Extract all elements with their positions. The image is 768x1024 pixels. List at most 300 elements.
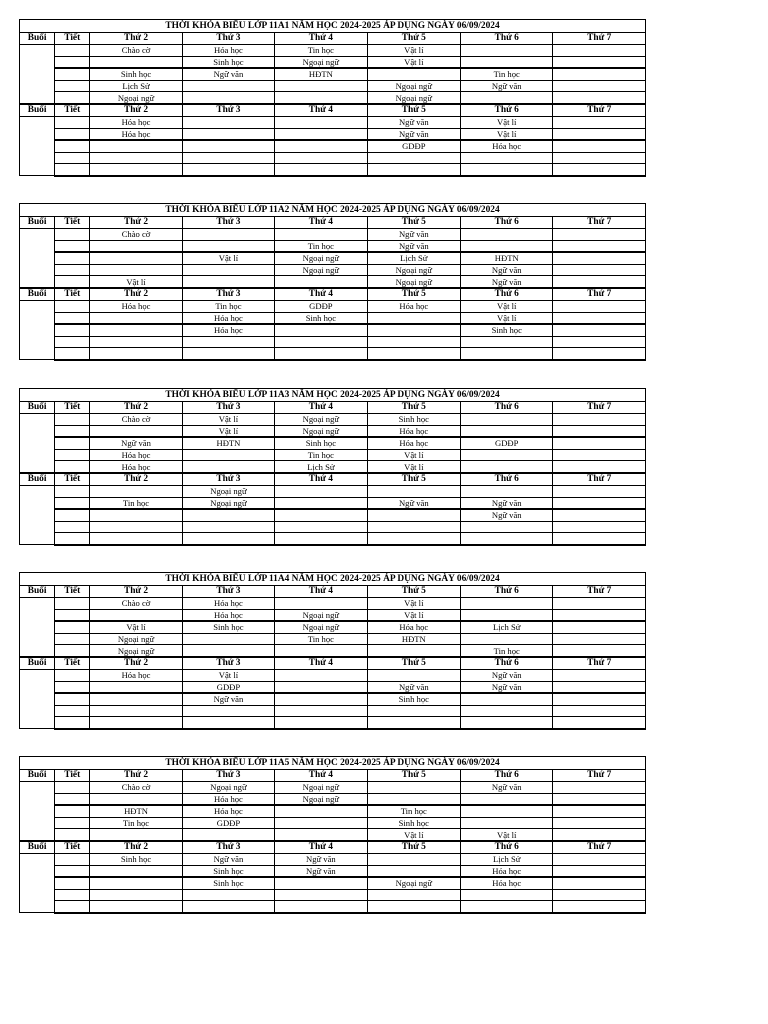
subject-cell: Ngữ văn [461, 497, 553, 509]
subject-cell [553, 449, 646, 461]
period-number-cell [55, 252, 90, 264]
subject-cell: Vật lí [90, 276, 182, 288]
subject-cell: Ngữ văn [367, 240, 460, 252]
subject-cell: Ngoại ngữ [182, 782, 274, 794]
period-number-cell [55, 300, 90, 312]
header-day: Thứ 4 [275, 657, 367, 670]
subject-cell: Ngoại ngữ [90, 92, 182, 104]
period-row [20, 461, 646, 473]
subject-cell [461, 633, 553, 645]
timetable-title: THỜI KHÓA BIỂU LỚP 11A5 NĂM HỌC 2024-2025 ÁP DỤNG NGÀY 06/09/2024 [20, 757, 646, 770]
subject-cell: Vật lí [182, 252, 274, 264]
subject-cell [275, 877, 367, 889]
header-tiet: Tiết [55, 33, 90, 45]
header-day: Thứ 3 [182, 473, 274, 486]
subject-cell [461, 152, 553, 164]
period-row [20, 645, 646, 657]
header-day: Thứ 2 [90, 586, 182, 598]
subject-cell: HĐTN [182, 437, 274, 449]
subject-cell [553, 598, 646, 610]
period-row [20, 240, 646, 252]
period-row [20, 485, 646, 497]
subject-cell [275, 533, 367, 545]
subject-cell [275, 681, 367, 693]
subject-cell [461, 425, 553, 437]
timetable-title: THỜI KHÓA BIỂU LỚP 11A3 NĂM HỌC 2024-2025 ÁP DỤNG NGÀY 06/09/2024 [20, 389, 646, 402]
subject-cell: Vật lí [367, 45, 460, 57]
subject-cell [367, 717, 460, 729]
header-day: Thứ 7 [553, 33, 646, 45]
header-day: Thứ 2 [90, 217, 182, 229]
header-day: Thứ 7 [553, 473, 646, 486]
subject-cell: Ngữ văn [90, 437, 182, 449]
session-cell [20, 229, 55, 288]
period-number-cell [55, 705, 90, 717]
header-day: Thứ 4 [275, 33, 367, 45]
subject-cell: Hóa học [461, 865, 553, 877]
period-row [20, 782, 646, 794]
subject-cell: Ngoại ngữ [275, 414, 367, 426]
period-number-cell [55, 793, 90, 805]
period-row [20, 414, 646, 426]
subject-cell: GDĐP [461, 437, 553, 449]
subject-cell [367, 164, 460, 176]
period-row [20, 669, 646, 681]
subject-cell [182, 533, 274, 545]
header-tiet: Tiết [55, 770, 90, 782]
period-number-cell [55, 348, 90, 360]
subject-cell [182, 80, 274, 92]
subject-cell [182, 705, 274, 717]
period-number-cell [55, 485, 90, 497]
subject-cell [553, 782, 646, 794]
header-day: Thứ 4 [275, 402, 367, 414]
period-row [20, 116, 646, 128]
subject-cell [90, 521, 182, 533]
period-row [20, 865, 646, 877]
period-row [20, 521, 646, 533]
subject-cell [461, 56, 553, 68]
subject-cell [461, 693, 553, 705]
period-number-cell [55, 68, 90, 80]
header-buoi: Buổi [20, 770, 55, 782]
period-number-cell [55, 45, 90, 57]
header-buoi: Buổi [20, 217, 55, 229]
subject-cell [182, 264, 274, 276]
subject-cell [553, 276, 646, 288]
period-row [20, 901, 646, 913]
period-row [20, 68, 646, 80]
subject-cell: Ngữ văn [461, 80, 553, 92]
period-row [20, 817, 646, 829]
subject-cell: Vật lí [367, 829, 460, 841]
subject-cell: Hóa học [461, 140, 553, 152]
period-number-cell [55, 128, 90, 140]
header-day: Thứ 6 [461, 657, 553, 670]
subject-cell: Sinh học [367, 693, 460, 705]
subject-cell: Ngữ văn [367, 116, 460, 128]
period-number-cell [55, 497, 90, 509]
subject-cell [461, 414, 553, 426]
subject-cell: Ngữ văn [182, 853, 274, 865]
subject-cell: Hóa học [90, 128, 182, 140]
subject-cell: Ngữ văn [461, 669, 553, 681]
subject-cell: Ngoại ngữ [275, 56, 367, 68]
subject-cell: Ngoại ngữ [182, 485, 274, 497]
header-day: Thứ 5 [367, 586, 460, 598]
subject-cell [90, 509, 182, 521]
period-number-cell [55, 645, 90, 657]
header-day: Thứ 5 [367, 402, 460, 414]
header-buoi: Buổi [20, 288, 55, 301]
header-tiet: Tiết [55, 841, 90, 854]
subject-cell: GDĐP [275, 300, 367, 312]
header-day: Thứ 6 [461, 33, 553, 45]
header-row [20, 104, 646, 117]
subject-cell [367, 533, 460, 545]
subject-cell: GDĐP [182, 817, 274, 829]
header-day: Thứ 3 [182, 402, 274, 414]
period-number-cell [55, 521, 90, 533]
title-row [20, 573, 646, 586]
header-day: Thứ 3 [182, 288, 274, 301]
period-row [20, 449, 646, 461]
period-number-cell [55, 817, 90, 829]
subject-cell: Ngữ văn [461, 264, 553, 276]
header-day: Thứ 7 [553, 841, 646, 854]
subject-cell [90, 533, 182, 545]
subject-cell [367, 312, 460, 324]
period-number-cell [55, 853, 90, 865]
subject-cell: Vật lí [367, 449, 460, 461]
subject-cell [275, 717, 367, 729]
subject-cell [461, 705, 553, 717]
header-row [20, 402, 646, 414]
header-row [20, 473, 646, 486]
period-row [20, 92, 646, 104]
subject-cell: Ngoại ngữ [275, 252, 367, 264]
subject-cell: Vật lí [367, 56, 460, 68]
subject-cell: Ngữ văn [461, 276, 553, 288]
header-day: Thứ 5 [367, 770, 460, 782]
subject-cell [461, 92, 553, 104]
period-row [20, 312, 646, 324]
title-row [20, 20, 646, 33]
subject-cell [461, 229, 553, 241]
subject-cell: Hóa học [367, 300, 460, 312]
header-day: Thứ 2 [90, 104, 182, 117]
subject-cell [367, 324, 460, 336]
subject-cell [275, 805, 367, 817]
subject-cell: Sinh học [367, 414, 460, 426]
period-row [20, 348, 646, 360]
subject-cell [367, 68, 460, 80]
header-row [20, 657, 646, 670]
subject-cell [275, 336, 367, 348]
subject-cell: Lịch Sử [275, 461, 367, 473]
subject-cell: Ngoại ngữ [182, 497, 274, 509]
subject-cell: Tin học [275, 240, 367, 252]
header-tiet: Tiết [55, 402, 90, 414]
subject-cell [461, 164, 553, 176]
timetable-title: THỜI KHÓA BIỂU LỚP 11A2 NĂM HỌC 2024-2025 ÁP DỤNG NGÀY 06/09/2024 [20, 204, 646, 217]
subject-cell [275, 276, 367, 288]
subject-cell [367, 901, 460, 913]
subject-cell: Sinh học [182, 56, 274, 68]
header-tiet: Tiết [55, 288, 90, 301]
subject-cell [553, 56, 646, 68]
subject-cell [553, 324, 646, 336]
period-row [20, 598, 646, 610]
subject-cell [553, 681, 646, 693]
subject-cell [553, 853, 646, 865]
header-day: Thứ 7 [553, 288, 646, 301]
period-row [20, 276, 646, 288]
subject-cell: GDĐP [367, 140, 460, 152]
subject-cell: Ngoại ngữ [367, 264, 460, 276]
subject-cell: Ngoại ngữ [275, 621, 367, 633]
period-row [20, 717, 646, 729]
subject-cell [90, 152, 182, 164]
subject-cell [90, 140, 182, 152]
header-buoi: Buổi [20, 586, 55, 598]
subject-cell [553, 312, 646, 324]
header-day: Thứ 7 [553, 770, 646, 782]
subject-cell [275, 116, 367, 128]
subject-cell [182, 128, 274, 140]
subject-cell [90, 693, 182, 705]
subject-cell: Ngữ văn [275, 865, 367, 877]
subject-cell: Tin học [461, 645, 553, 657]
subject-cell [461, 348, 553, 360]
period-row [20, 509, 646, 521]
subject-cell [553, 865, 646, 877]
header-buoi: Buổi [20, 657, 55, 670]
session-cell [20, 116, 55, 175]
subject-cell [553, 336, 646, 348]
header-day: Thứ 6 [461, 473, 553, 486]
subject-cell [553, 80, 646, 92]
subject-cell: Ngữ văn [461, 782, 553, 794]
subject-cell: Hóa học [182, 598, 274, 610]
timetable-11a1 [19, 19, 646, 177]
subject-cell [553, 509, 646, 521]
subject-cell: Tin học [90, 817, 182, 829]
subject-cell [553, 889, 646, 901]
subject-cell [553, 705, 646, 717]
period-number-cell [55, 164, 90, 176]
header-day: Thứ 5 [367, 33, 460, 45]
period-row [20, 705, 646, 717]
subject-cell [275, 140, 367, 152]
header-day: Thứ 5 [367, 841, 460, 854]
subject-cell [553, 609, 646, 621]
period-number-cell [55, 633, 90, 645]
subject-cell [461, 817, 553, 829]
subject-cell: Sinh học [461, 324, 553, 336]
period-number-cell [55, 693, 90, 705]
period-number-cell [55, 889, 90, 901]
subject-cell [553, 633, 646, 645]
subject-cell: Hóa học [90, 669, 182, 681]
period-row [20, 229, 646, 241]
period-number-cell [55, 598, 90, 610]
header-day: Thứ 4 [275, 770, 367, 782]
header-day: Thứ 4 [275, 104, 367, 117]
subject-cell [461, 336, 553, 348]
header-row [20, 770, 646, 782]
header-day: Thứ 6 [461, 841, 553, 854]
header-day: Thứ 6 [461, 770, 553, 782]
subject-cell: Chào cờ [90, 414, 182, 426]
period-number-cell [55, 533, 90, 545]
subject-cell [461, 805, 553, 817]
subject-cell [275, 693, 367, 705]
subject-cell [461, 717, 553, 729]
header-buoi: Buổi [20, 841, 55, 854]
subject-cell: Hóa học [182, 312, 274, 324]
header-day: Thứ 4 [275, 288, 367, 301]
period-number-cell [55, 609, 90, 621]
subject-cell [553, 128, 646, 140]
header-row [20, 288, 646, 301]
subject-cell [275, 164, 367, 176]
header-day: Thứ 5 [367, 104, 460, 117]
period-row [20, 264, 646, 276]
period-row [20, 252, 646, 264]
header-buoi: Buổi [20, 33, 55, 45]
subject-cell: Sinh học [90, 853, 182, 865]
subject-cell [553, 92, 646, 104]
subject-cell [182, 717, 274, 729]
header-day: Thứ 7 [553, 586, 646, 598]
subject-cell: Hóa học [182, 324, 274, 336]
header-day: Thứ 3 [182, 586, 274, 598]
subject-cell [90, 793, 182, 805]
subject-cell [367, 348, 460, 360]
subject-cell: Ngữ văn [182, 693, 274, 705]
period-row [20, 793, 646, 805]
subject-cell: Chào cờ [90, 45, 182, 57]
period-number-cell [55, 336, 90, 348]
period-number-cell [55, 312, 90, 324]
subject-cell: Vật lí [461, 829, 553, 841]
header-day: Thứ 5 [367, 288, 460, 301]
header-day: Thứ 6 [461, 217, 553, 229]
subject-cell [553, 533, 646, 545]
subject-cell: Sinh học [275, 437, 367, 449]
subject-cell: Ngoại ngữ [275, 609, 367, 621]
session-cell [20, 485, 55, 544]
subject-cell [367, 521, 460, 533]
period-number-cell [55, 782, 90, 794]
subject-cell: Ngoại ngữ [367, 80, 460, 92]
subject-cell [553, 264, 646, 276]
subject-cell: Tin học [275, 449, 367, 461]
period-number-cell [55, 681, 90, 693]
subject-cell: Chào cờ [90, 229, 182, 241]
timetable-11a4 [19, 572, 646, 730]
subject-cell [275, 229, 367, 241]
session-cell [20, 669, 55, 728]
subject-cell [553, 829, 646, 841]
period-row [20, 877, 646, 889]
subject-cell [90, 240, 182, 252]
subject-cell: Ngữ văn [367, 497, 460, 509]
header-tiet: Tiết [55, 586, 90, 598]
subject-cell: HĐTN [367, 633, 460, 645]
period-row [20, 128, 646, 140]
header-buoi: Buổi [20, 402, 55, 414]
subject-cell [90, 324, 182, 336]
period-number-cell [55, 669, 90, 681]
subject-cell [275, 152, 367, 164]
subject-cell: Chào cờ [90, 598, 182, 610]
header-day: Thứ 6 [461, 104, 553, 117]
subject-cell [90, 348, 182, 360]
subject-cell [553, 152, 646, 164]
period-row [20, 300, 646, 312]
period-row [20, 164, 646, 176]
subject-cell: Hóa học [90, 300, 182, 312]
subject-cell [182, 348, 274, 360]
subject-cell [182, 92, 274, 104]
subject-cell: Sinh học [275, 312, 367, 324]
subject-cell: Ngữ văn [182, 68, 274, 80]
period-row [20, 497, 646, 509]
subject-cell [367, 865, 460, 877]
period-row [20, 533, 646, 545]
header-row [20, 217, 646, 229]
period-number-cell [55, 509, 90, 521]
period-number-cell [55, 56, 90, 68]
subject-cell: Ngữ văn [367, 681, 460, 693]
period-row [20, 609, 646, 621]
subject-cell: Hóa học [182, 793, 274, 805]
period-number-cell [55, 877, 90, 889]
subject-cell [553, 693, 646, 705]
session-cell [20, 300, 55, 359]
subject-cell [275, 889, 367, 901]
subject-cell [553, 140, 646, 152]
period-row [20, 152, 646, 164]
subject-cell [90, 901, 182, 913]
subject-cell [553, 45, 646, 57]
subject-cell [275, 901, 367, 913]
subject-cell: Tin học [182, 300, 274, 312]
header-day: Thứ 5 [367, 217, 460, 229]
subject-cell [553, 425, 646, 437]
header-day: Thứ 2 [90, 841, 182, 854]
subject-cell [90, 312, 182, 324]
subject-cell: HĐTN [461, 252, 553, 264]
subject-cell [90, 889, 182, 901]
header-day: Thứ 7 [553, 402, 646, 414]
subject-cell [90, 865, 182, 877]
timetable-11a5 [19, 756, 646, 914]
subject-cell [182, 140, 274, 152]
subject-cell: Lịch Sử [461, 621, 553, 633]
period-number-cell [55, 116, 90, 128]
subject-cell [461, 901, 553, 913]
subject-cell [367, 853, 460, 865]
header-day: Thứ 4 [275, 841, 367, 854]
subject-cell [275, 497, 367, 509]
subject-cell [553, 669, 646, 681]
header-day: Thứ 7 [553, 657, 646, 670]
period-number-cell [55, 264, 90, 276]
subject-cell: Sinh học [90, 68, 182, 80]
